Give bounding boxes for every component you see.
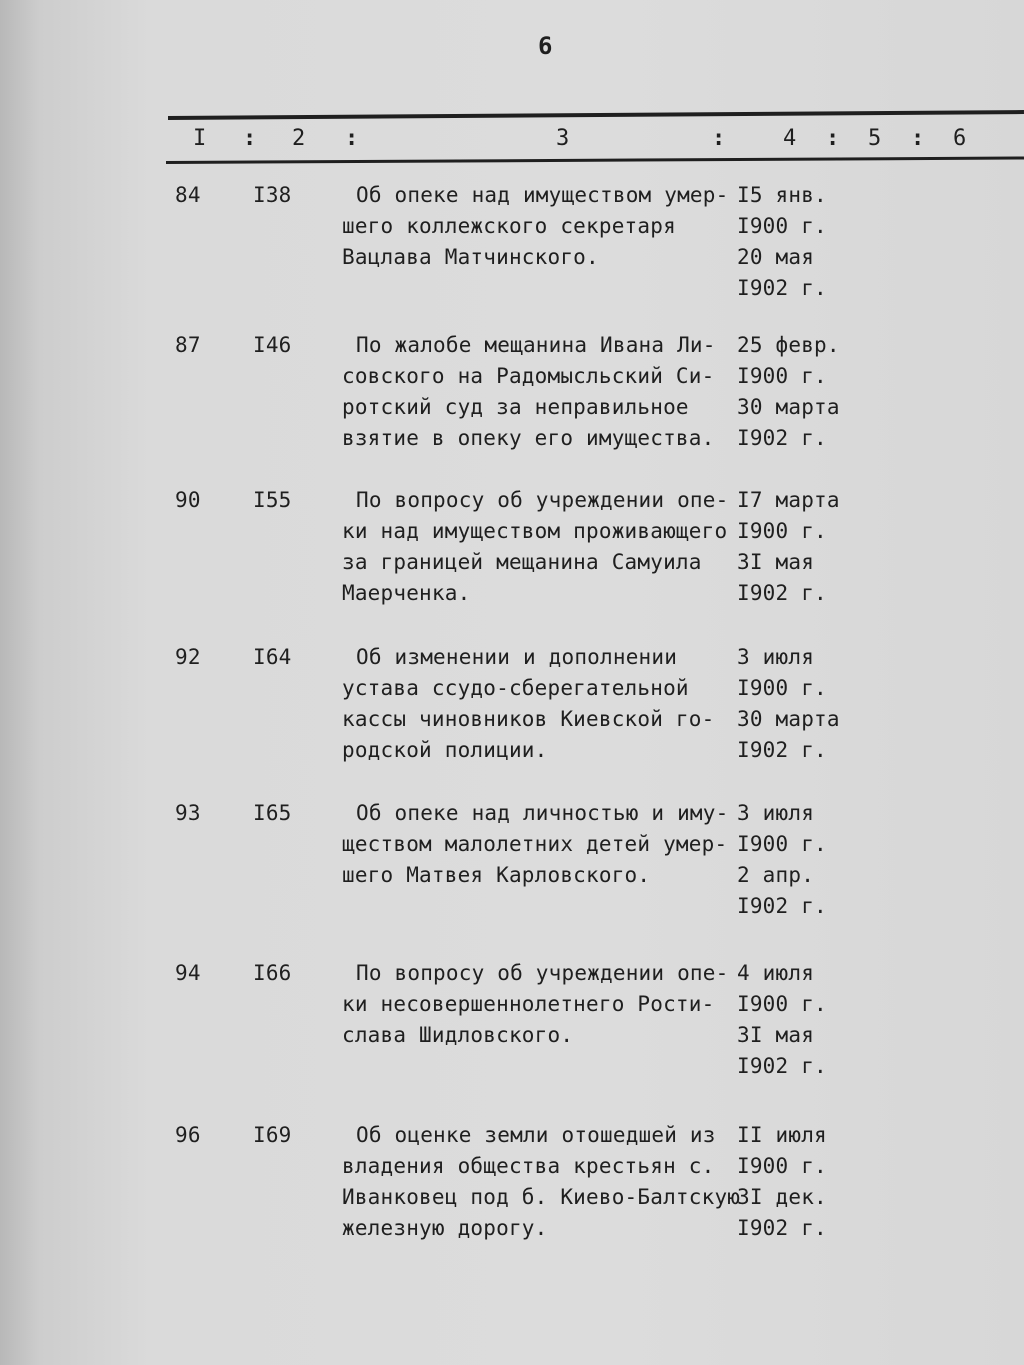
date-line: I7 марта (737, 488, 840, 512)
date-line: 3 июля (737, 801, 815, 825)
record-file-number: I69 (253, 1123, 292, 1147)
header-rule-top (168, 110, 1024, 120)
record-description (342, 1120, 742, 1244)
record-dates (737, 180, 867, 304)
header-rule-bottom (166, 157, 1024, 164)
record-file-number: I55 (253, 488, 292, 512)
column-header-4: 4 (783, 126, 797, 151)
record-description (342, 180, 742, 273)
date-line: 3 июля (737, 645, 815, 669)
record-description (342, 642, 742, 766)
description-line: ротский суд за неправильное (342, 395, 689, 419)
date-line: I900 г. (737, 832, 827, 856)
record-file-number: I66 (253, 961, 292, 985)
page-number: 6 (538, 32, 553, 60)
description-line: Об опеке над имуществом умер- (356, 183, 729, 207)
column-separator: : (712, 126, 726, 151)
column-separator: : (345, 126, 359, 151)
description-line: ки над имуществом проживающего (342, 519, 728, 543)
description-line: шего Матвея Карловского. (342, 863, 651, 887)
description-line: ки несовершеннолетнего Рости- (342, 992, 715, 1016)
column-separator: : (911, 126, 925, 151)
record-dates (737, 485, 867, 609)
description-line: ществом малолетних детей умер- (342, 832, 728, 856)
description-line: Маерченка. (342, 581, 471, 605)
date-line: 2 апр. (737, 863, 815, 887)
record-description (342, 485, 742, 609)
record-number: 96 (175, 1123, 201, 1147)
date-line: I902 г. (737, 426, 827, 450)
date-line: II июля (737, 1123, 827, 1147)
description-line: за границей мещанина Самуила (342, 550, 702, 574)
record-description (342, 798, 742, 891)
date-line: I902 г. (737, 1216, 827, 1240)
record-number: 90 (175, 488, 201, 512)
date-line: I900 г. (737, 1154, 827, 1178)
record-number: 93 (175, 801, 201, 825)
date-line: 3I мая (737, 1023, 815, 1047)
date-line: I902 г. (737, 276, 827, 300)
date-line: I902 г. (737, 738, 827, 762)
column-header-6: 6 (953, 126, 967, 151)
description-line: совского на Радомысльский Си- (342, 364, 715, 388)
record-number: 84 (175, 183, 201, 207)
description-line: Об изменении и дополнении (356, 645, 678, 669)
record-number: 92 (175, 645, 201, 669)
description-line: родской полиции. (342, 738, 548, 762)
description-line: владения общества крестьян с. (342, 1154, 715, 1178)
date-line: 3I дек. (737, 1185, 827, 1209)
date-line: 3I мая (737, 550, 815, 574)
column-separator: : (826, 126, 840, 151)
record-file-number: I46 (253, 333, 292, 357)
date-line: I900 г. (737, 992, 827, 1016)
record-dates (737, 1120, 867, 1244)
date-line: I902 г. (737, 581, 827, 605)
description-line: устава ссудо-сберегательной (342, 676, 689, 700)
description-line: Об оценке земли отошедшей из (356, 1123, 716, 1147)
column-separator: : (243, 126, 257, 151)
record-description (342, 958, 742, 1051)
date-line: I900 г. (737, 676, 827, 700)
date-line: I900 г. (737, 364, 827, 388)
record-dates (737, 330, 867, 454)
description-line: слава Шидловского. (342, 1023, 574, 1047)
description-line: шего коллежского секретаря (342, 214, 676, 238)
record-dates (737, 798, 867, 922)
date-line: I5 янв. (737, 183, 827, 207)
date-line: 4 июля (737, 961, 815, 985)
description-line: По жалобе мещанина Ивана Ли- (356, 333, 716, 357)
date-line: 30 марта (737, 707, 840, 731)
date-line: 30 марта (737, 395, 840, 419)
column-header-3: 3 (556, 126, 570, 151)
description-line: По вопросу об учреждении опе- (356, 961, 729, 985)
description-line: кассы чиновников Киевской го- (342, 707, 715, 731)
record-description (342, 330, 742, 454)
date-line: I902 г. (737, 1054, 827, 1078)
record-dates (737, 642, 867, 766)
date-line: I900 г. (737, 519, 827, 543)
date-line: 25 февр. (737, 333, 840, 357)
description-line: Вацлава Матчинского. (342, 245, 599, 269)
description-line: Об опеке над личностью и иму- (356, 801, 729, 825)
record-number: 94 (175, 961, 201, 985)
description-line: взятие в опеку его имущества. (342, 426, 715, 450)
description-line: Иванковец под б. Киево-Балтскую (342, 1185, 741, 1209)
date-line: I900 г. (737, 214, 827, 238)
date-line: 20 мая (737, 245, 815, 269)
column-header-1: I (193, 126, 207, 151)
description-line: железную дорогу. (342, 1216, 548, 1240)
record-file-number: I38 (253, 183, 292, 207)
description-line: По вопросу об учреждении опе- (356, 488, 729, 512)
record-file-number: I65 (253, 801, 292, 825)
record-file-number: I64 (253, 645, 292, 669)
record-dates (737, 958, 867, 1082)
column-header-5: 5 (868, 126, 882, 151)
record-number: 87 (175, 333, 201, 357)
date-line: I902 г. (737, 894, 827, 918)
column-header-2: 2 (292, 126, 306, 151)
